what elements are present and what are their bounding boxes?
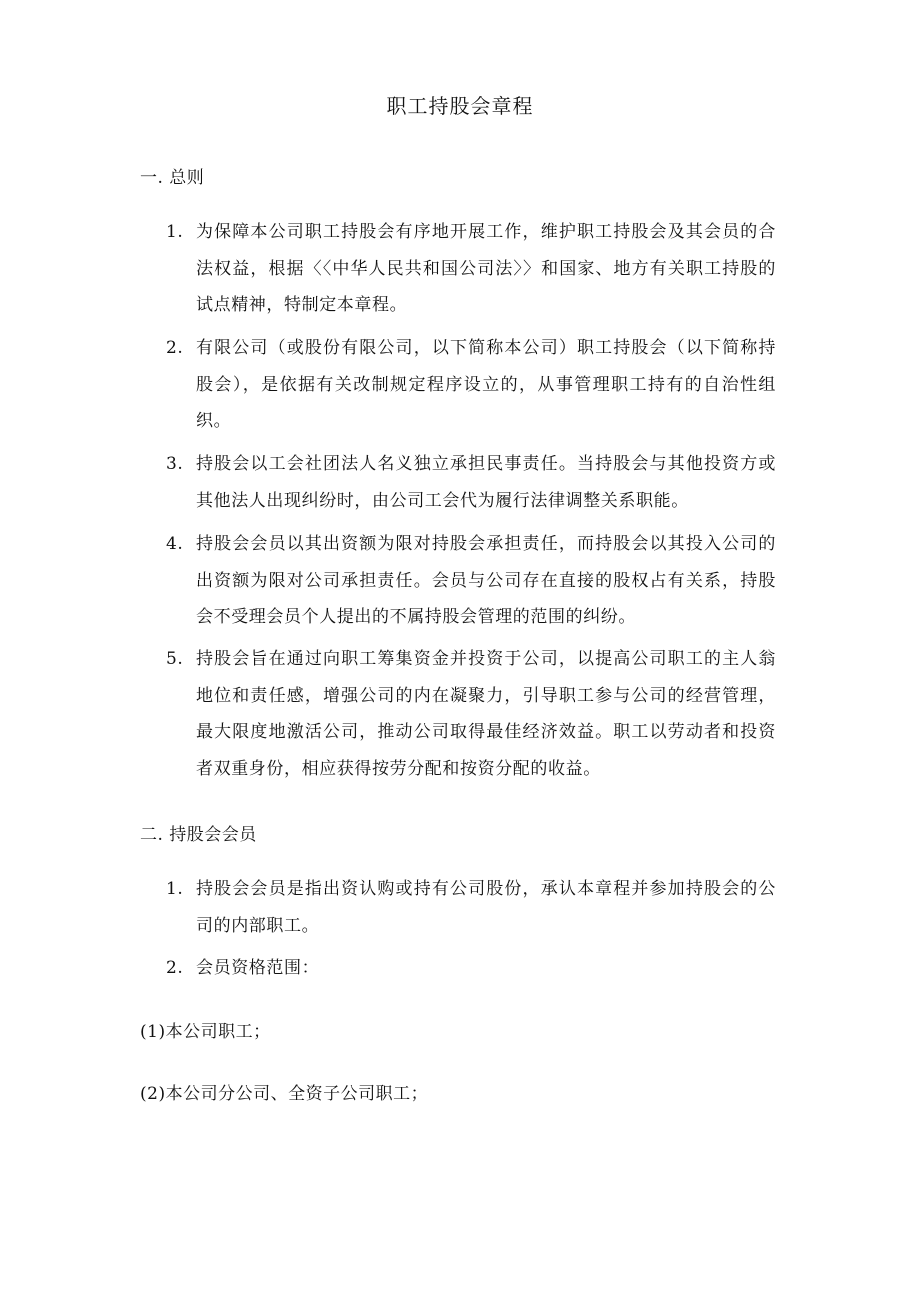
item-number: 2. (166, 338, 184, 358)
item-number: 2. (166, 958, 184, 978)
sub-item: (1)本公司职工； (140, 1022, 271, 1042)
item-text: 持股会会员以其出资额为限对持股会承担责任，而持股会以其投入公司的出资额为限对公司承担责任。会员与公司存在直接的股权占有关系，持股会不受理会员个人提出的不属持股会管理的范围的纠纷。 (196, 534, 776, 627)
item-text: 为保障本公司职工持股会有序地开展工作，维护职工持股会及其会员的合法权益，根据〈〈中华人民共和国公司法〉〉和国家、地方有关职工持股的试点精神，特制定本章程。 (196, 222, 776, 315)
list-item (166, 330, 776, 440)
item-number: 3. (166, 454, 184, 474)
item-text: 持股会以工会社团法人名义独立承担民事责任。当持股会与其他投资方或其他法人出现纠纷时，由公司工会代为履行法律调整关系职能。 (196, 454, 776, 511)
item-number: 1. (166, 879, 184, 899)
item-text: 持股会会员是指出资认购或持有公司股份，承认本章程并参加持股会的公司的内部职工。 (196, 879, 776, 936)
sub-item: (2)本公司分公司、全资子公司职工； (140, 1084, 429, 1104)
item-number: 4. (166, 534, 184, 554)
list-item (166, 950, 776, 987)
document-title: 职工持股会章程 (386, 94, 534, 118)
section-heading-general: 一. 总则 (140, 168, 205, 188)
list-item (166, 526, 776, 636)
list-item (166, 871, 776, 944)
list-item (166, 446, 776, 519)
item-text: 会员资格范围： (196, 958, 320, 978)
item-number: 5. (166, 649, 184, 669)
section-heading-members: 二. 持股会会员 (140, 825, 257, 845)
list-item (166, 641, 776, 787)
item-text: 持股会旨在通过向职工筹集资金并投资于公司，以提高公司职工的主人翁地位和责任感，增强公司的内在凝聚力，引导职工参与公司的经营管理，最大限度地激活公司，推动公司取得最佳经济效益。职工以劳动者和投资者双重身份，相应获得按劳分配和按资分配的收益。 (196, 649, 776, 779)
list-item (166, 214, 776, 324)
item-number: 1. (166, 222, 184, 242)
item-text: 有限公司（或股份有限公司，以下简称本公司）职工持股会（以下简称持股会），是依据有关改制规定程序设立的，从事管理职工持有的自治性组织。 (196, 338, 776, 431)
